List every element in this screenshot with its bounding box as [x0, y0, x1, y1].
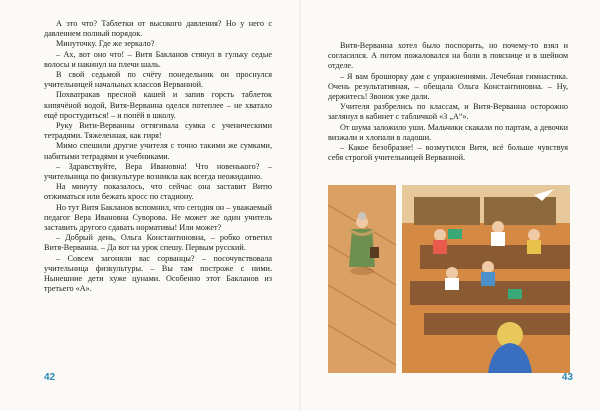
paragraph: – Совсем загоняли вас сорванцы? – посочувствовала учительница физкультуры. – Вы там построже с ними. Нынешние дети хуже цунами. Особенно этот Бакланов из третьего «А».	[44, 253, 272, 294]
child-head	[528, 229, 540, 241]
paragraph: – Здравствуйте, Вера Ивановна! Что новенького? – учительница по физкультуре возникла как всегда неожиданно.	[44, 161, 272, 182]
paragraph: – Добрый день, Ольга Константиновна, – робко ответил Витя-Верванна. – Да вот на урок спешу. Первым русский.	[44, 233, 272, 253]
desk	[424, 313, 570, 335]
corridor-panel	[328, 185, 396, 373]
paragraph: Минуточку. Где же зеркало?	[56, 39, 155, 49]
classroom-illustration	[328, 185, 570, 373]
classroom-panel	[402, 185, 570, 373]
paragraph: На минуту показалось, что сейчас она заставит Витю отжиматься или бежать кросс по стадиону.	[44, 182, 272, 202]
green-book	[448, 229, 462, 239]
paragraph: – Ах, вот оно что! – Витя Бакланов стянул в гульку седые волосы и накинул на плечи шаль.	[44, 49, 272, 69]
paragraph: Но тут Витя Бакланов вспомнил, что сегодня он – уважаемый педагог Вера Ивановна Суворова. Не может же один учитель заставить другого сдавать нормативы! Или может?	[44, 202, 272, 233]
page-number: 43	[561, 372, 573, 383]
child-head	[434, 229, 446, 241]
child-body	[481, 272, 495, 286]
teacher-shadow	[350, 267, 374, 275]
paragraph: Учителя разбрелись по классам, и Витя-Верванна осторожно заглянул в кабинет с табличкой «3 „А“».	[328, 102, 568, 122]
left-page-text	[44, 19, 272, 294]
paragraph: – Я вам брошюрку дам с упражнениями. Лечебная гимнастика. Очень результативная, – обещала Ольга Константиновна. – Ну, держитесь! Звонок уже дали.	[328, 71, 568, 102]
right-page	[300, 0, 600, 411]
teacher-hair-bun	[358, 212, 366, 220]
green-book	[508, 289, 522, 299]
paragraph: В свой седьмой по счёту понедельник он проснулся учительницей начальных классов Верванной.	[44, 70, 272, 90]
child-head	[492, 221, 504, 233]
back-desk-row	[484, 197, 556, 225]
classroom-illustration-svg	[328, 185, 570, 373]
paragraph: Витя-Верванна хотел было поспорить, но почему-то взял и согласился. А потом пожаловался на боли в пояснице и в шейном отделе.	[328, 41, 568, 71]
paragraph: А это что? Таблетки от высокого давления? Но у него с давлением полный порядок.	[44, 19, 272, 39]
right-page-text	[328, 41, 568, 163]
child-body	[527, 240, 541, 254]
paragraph: От шума заложило уши. Мальчики скакали по партам, а девочки визжали и хлопали в ладоши.	[328, 122, 568, 142]
paragraph: Мимо спешили другие учителя с точно такими же сумками, набитыми тетрадями и учебниками.	[44, 141, 272, 161]
paragraph: Руку Вити-Верванны оттягивала сумка с ученическими тетрадями. Тяжеленная, как гиря!	[44, 121, 272, 141]
child-head	[446, 267, 458, 279]
child-head	[482, 261, 494, 273]
child-body	[433, 240, 447, 254]
back-desk-row	[414, 197, 480, 225]
teacher-bag	[370, 247, 379, 258]
paragraph: Похватракав пресной кашей и запив горсть таблеток кипячёной водой, Витя-Верванна оделся потеплее – не хватало ещё простудиться! – и попёй в школу.	[44, 90, 272, 120]
paragraph: – Какое безобразие! – возмутился Витя, всё больше чувствуя себя строгой учительницей Верванной.	[328, 143, 568, 163]
page-number: 42	[44, 372, 56, 383]
child-body	[491, 232, 505, 246]
child-body	[445, 278, 459, 290]
